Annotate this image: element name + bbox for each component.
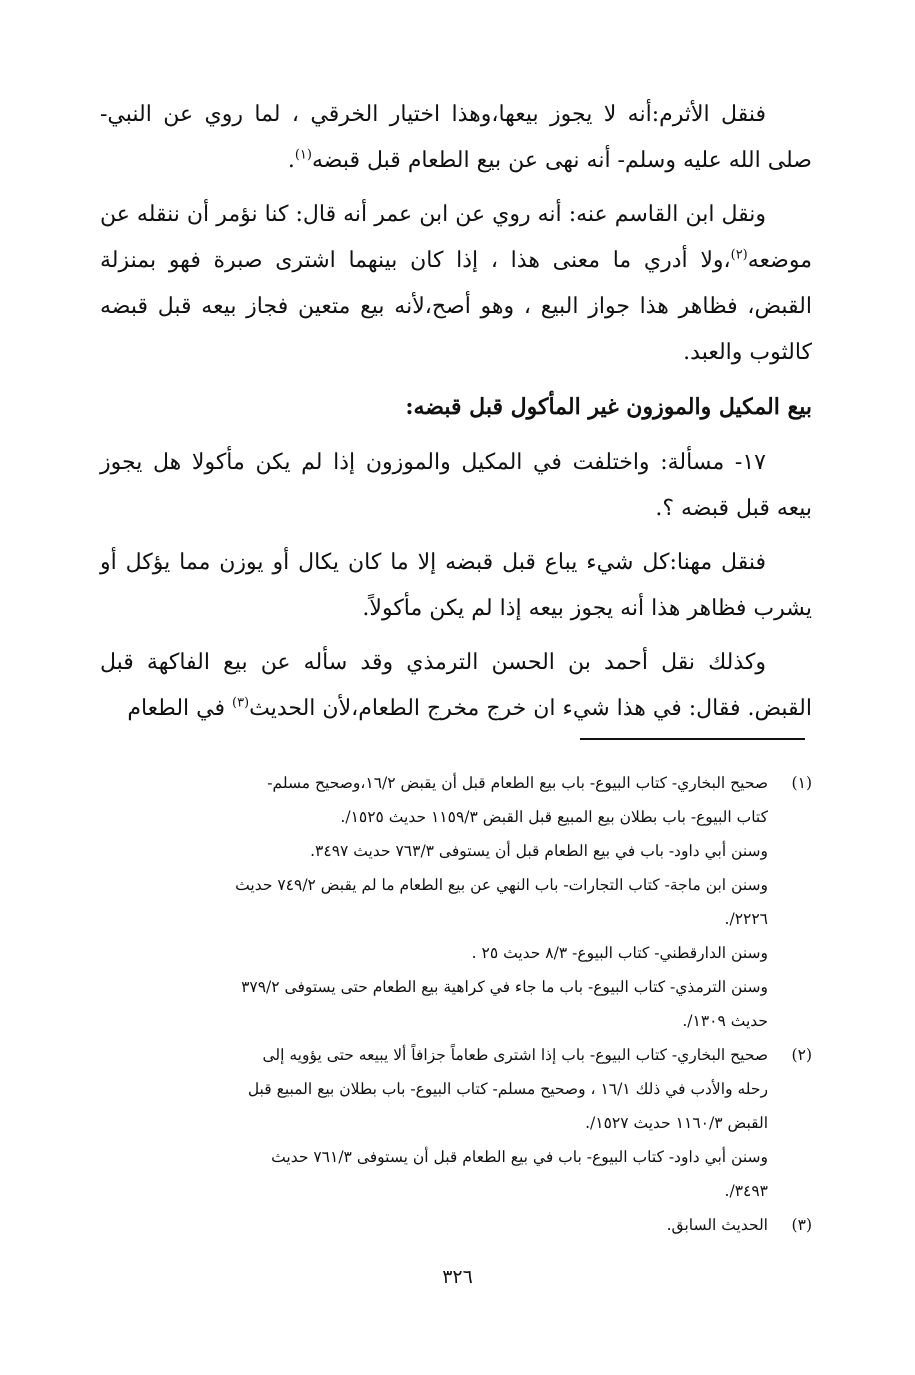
footnote-3 <box>100 1208 812 1242</box>
footnote-2 <box>100 1038 812 1208</box>
footnote-number: (١) <box>791 774 812 792</box>
footnote-1 <box>100 766 812 1038</box>
footnote-line: حديث ١٣٠٩/. <box>682 1012 768 1030</box>
footnote-ref-1: (١) <box>294 147 312 163</box>
footnote-body <box>100 766 768 1038</box>
footnote-number: (٣) <box>791 1216 812 1234</box>
footnote-line: وسنن أبي داود- كتاب البيوع- باب في بيع الطعام قبل أن يستوفى ٧٦١/٣ حديث <box>271 1148 768 1166</box>
main-text <box>100 92 812 740</box>
footnote-body <box>100 1038 768 1208</box>
paragraph-ibn-qasim <box>100 192 812 376</box>
footnote-line: رحله والأدب في ذلك ١٦/١ ، وصحيح مسلم- كتاب البيوع- باب بطلان بيع المبيع قبل <box>247 1080 768 1098</box>
footnote-line: صحيح البخاري- كتاب البيوع- باب إذا اشترى طعاماً جزافاً ألا يبيعه حتى يؤويه إلى <box>262 1046 768 1064</box>
footnotes <box>100 766 812 1242</box>
footnote-ref-3: (٣) <box>231 695 250 711</box>
footnote-line: الحديث السابق. <box>666 1216 768 1234</box>
footnote-body <box>100 1208 768 1242</box>
footnote-line: صحيح البخاري- كتاب البيوع- باب بيع الطعام قبل أن يقبض ١٦/٢،وصحيح مسلم- <box>267 774 768 792</box>
paragraph-muhanna: فنقل مهنا:كل شيء يباع قبل قبضه إلا ما كان يكال أو يوزن مما يؤكل أو يشرب فظاهر هذا أنه يجوز بيعه إذا لم يكن مأكولاً. <box>100 550 812 621</box>
footnote-line: وسنن الدارقطني- كتاب البيوع- ٨/٣ حديث ٢٥ . <box>471 944 768 962</box>
paragraph-text: فنقل الأثرم:أنه لا يجوز بيعها،وهذا اختيار الخرقي ، لما روي عن النبي- صلى الله عليه وسلم- أنه نهى عن بيع الطعام قبل قبضه <box>100 102 812 173</box>
footnote-line: كتاب البيوع- باب بطلان بيع المبيع قبل القبض ١١٥٩/٣ حديث ١٥٢٥/. <box>340 808 768 826</box>
paragraph-text: في الطعام <box>127 696 232 721</box>
footnote-line: القبض ١١٦٠/٣ حديث ١٥٢٧/. <box>585 1114 768 1132</box>
paragraph-text: وكذلك نقل أحمد بن الحسن الترمذي وقد سأله عن بيع الفاكهة قبل القبض. فقال: في هذا شيء ان خرج مخرج الطعام،لأن الحديث <box>100 650 812 721</box>
page-number: ٣٢٦ <box>442 1266 473 1288</box>
footnote-line: وسنن ابن ماجة- كتاب التجارات- باب النهي عن بيع الطعام ما لم يقبض ٧٤٩/٢ حديث <box>235 876 768 894</box>
paragraph-issue-17: ١٧- مسألة: واختلفت في المكيل والموزون إذا لم يكن مأكولا هل يجوز بيعه قبل قبضه ؟. <box>100 450 812 521</box>
paragraph-text: ونقل ابن القاسم عنه: أنه روي عن ابن عمر أنه قال: كنا نؤمر أن ننقله عن موضعه <box>100 202 812 273</box>
paragraph-tirmidhi <box>100 640 812 732</box>
footnote-number: (٢) <box>791 1046 812 1064</box>
paragraph-athram <box>100 92 812 184</box>
footnote-line: وسنن أبي داود- باب في بيع الطعام قبل أن يستوفى ٧٦٣/٣ حديث ٣٤٩٧. <box>310 842 768 860</box>
footnote-line: ٣٤٩٣/. <box>724 1182 768 1200</box>
footnote-line: وسنن الترمذي- كتاب البيوع- باب ما جاء في كراهية بيع الطعام حتى يستوفى ٣٧٩/٢ <box>241 978 768 996</box>
paragraph-text: ،ولا أدري ما معنى هذا ، إذا كان بينهما اشترى صبرة فهو بمنزلة القبض، فظاهر هذا جواز البيع ، وهو أصح،لأنه بيع متعين فجاز بيعه قبل قبضه كالثوب والعبد. <box>100 248 812 365</box>
section-heading: بيع المكيل والموزون غير المأكول قبل قبضه: <box>405 394 812 420</box>
paragraph-text: . <box>287 148 295 173</box>
footnote-separator <box>580 738 805 740</box>
footnote-ref-2: (٢) <box>730 247 748 263</box>
footnote-line: ٢٢٢٦/. <box>724 910 768 928</box>
